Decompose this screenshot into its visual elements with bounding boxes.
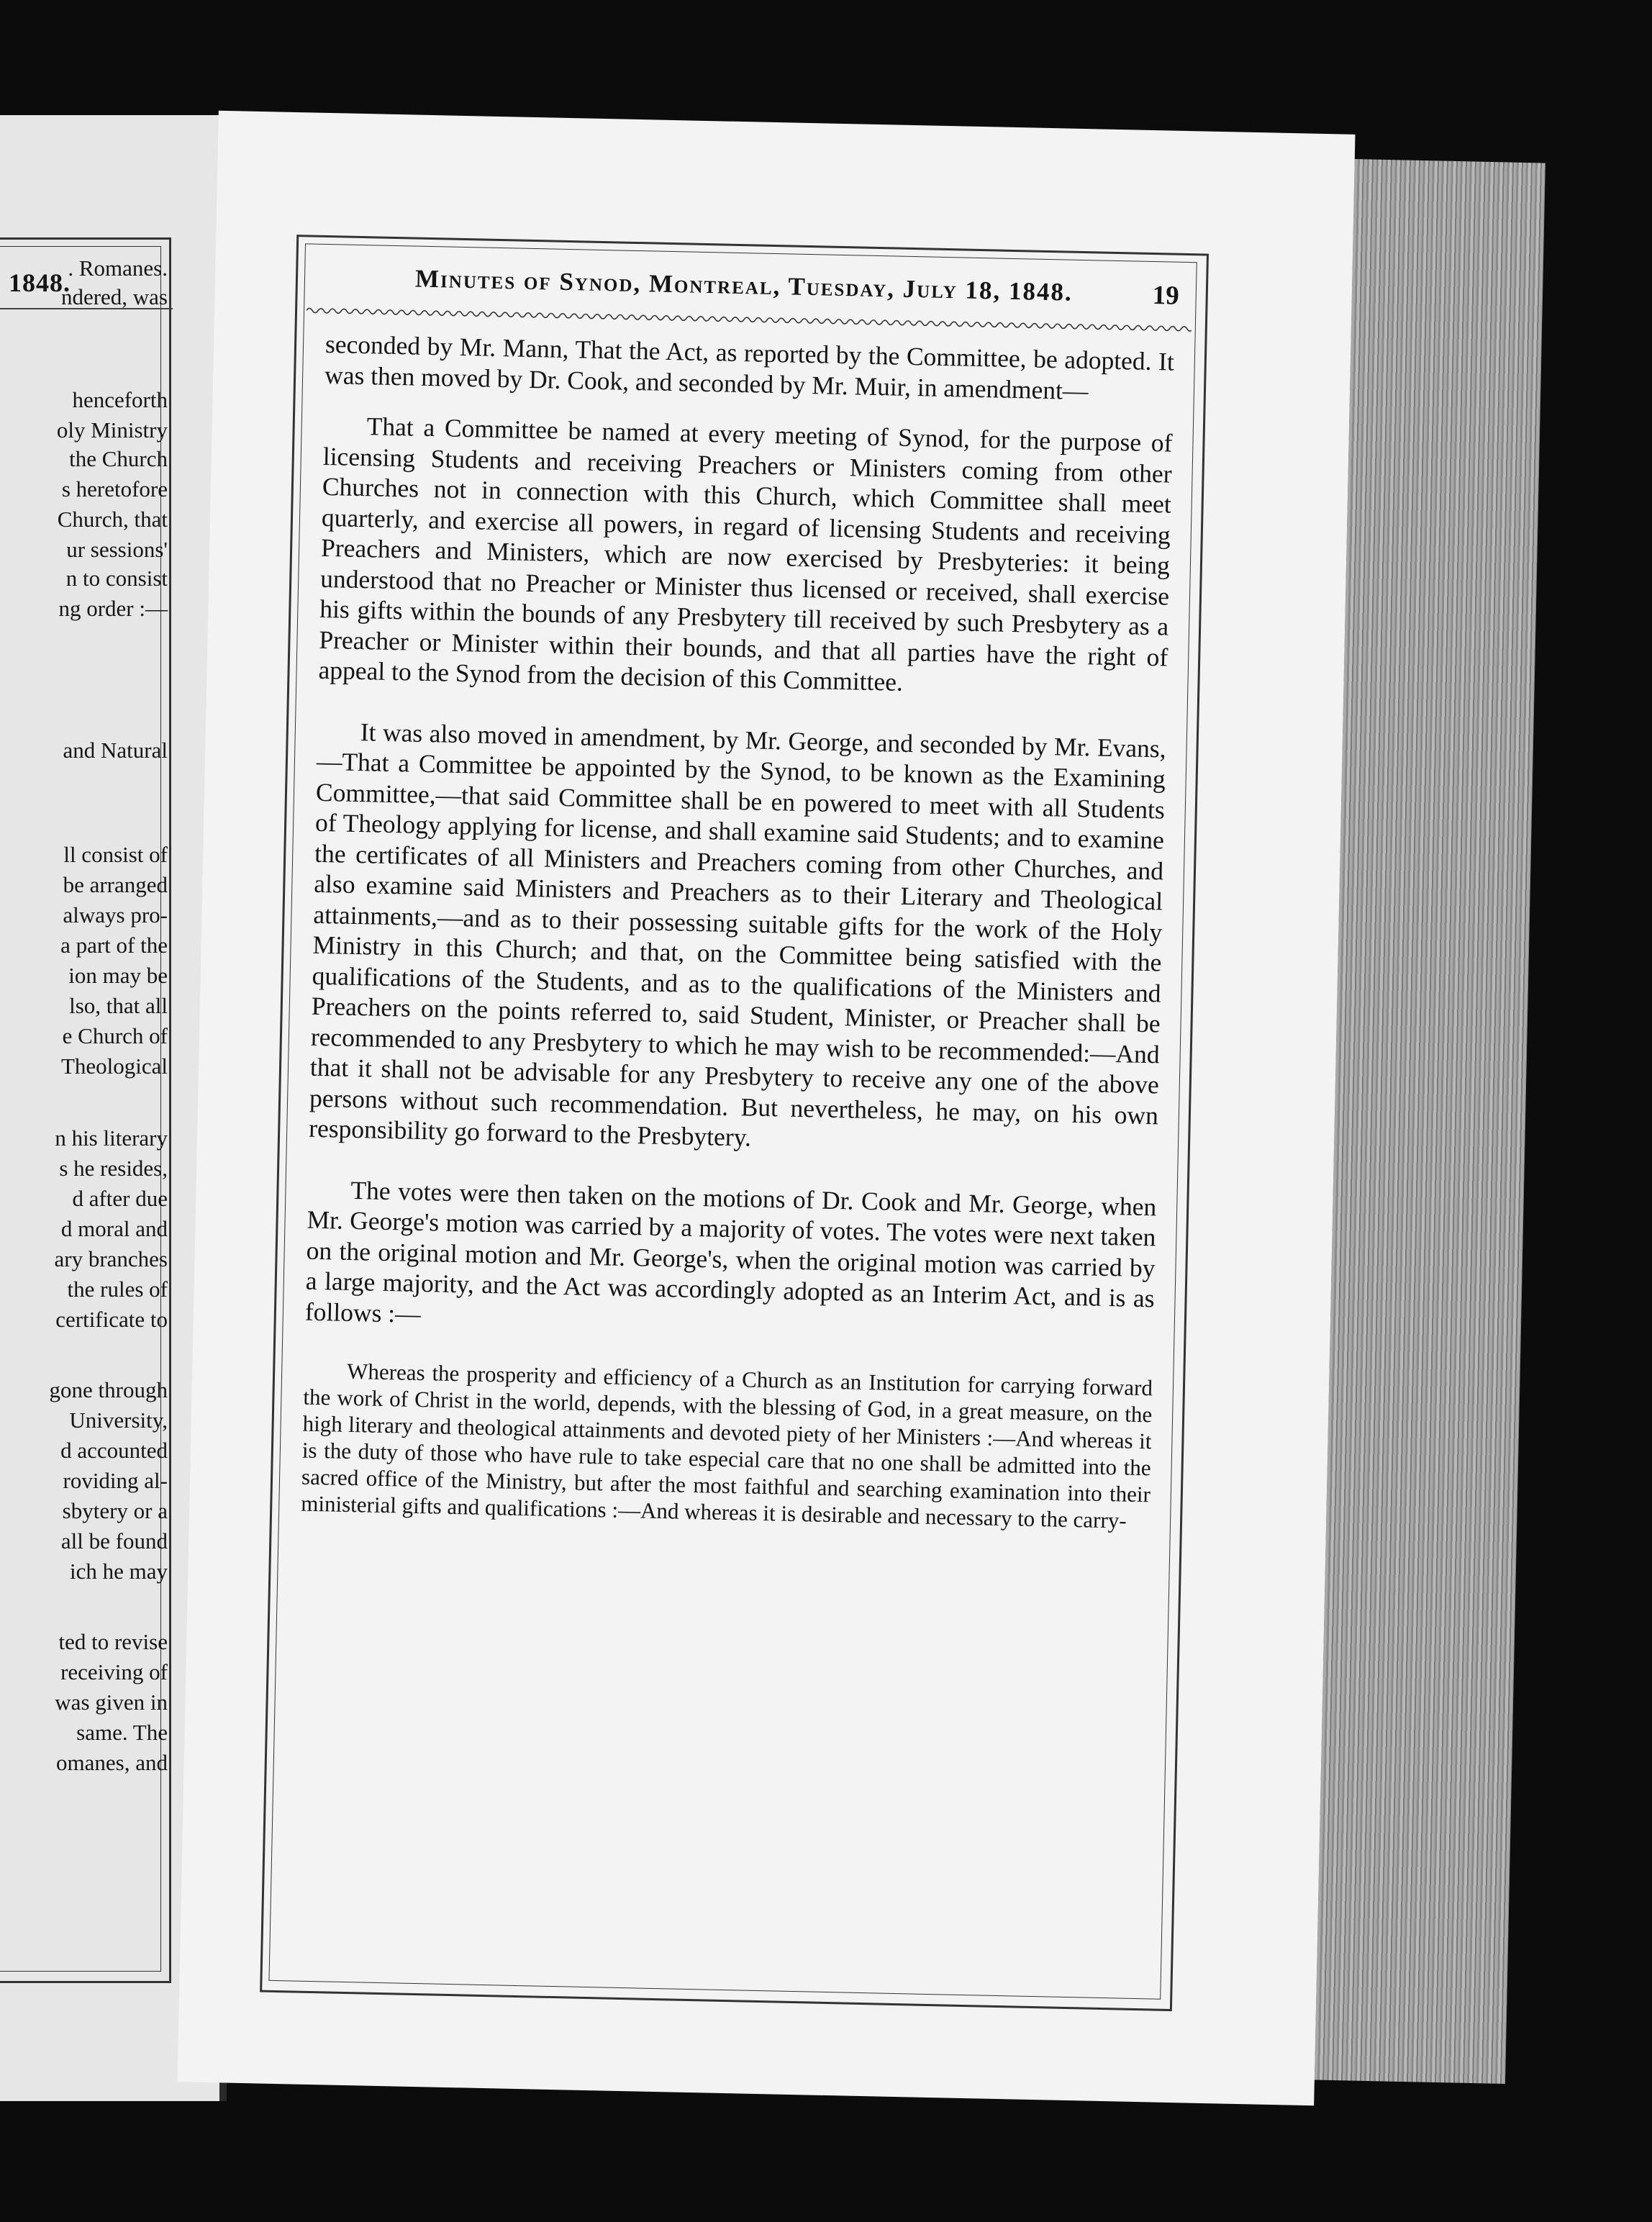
left-page-line: be arranged [63, 872, 168, 897]
left-page-line: d moral and [60, 1216, 168, 1241]
left-page-line: henceforth [72, 387, 168, 412]
paragraph-committee-motion: That a Committee be named at every meeting of Synod, for the purpose of licensing Students and receiving Preachers or Ministers coming from other Churches not in connection with this Church, which Committee shall meet quarterly, and exercise all powers, in regard of licensing Students and receiving Preachers and Ministers, which are now exercised by Presbyteries: it being understood that no Preacher or Minister thus licensed or received, shall exercise his gifts within the bounds of any Presbytery till received by such Presbytery as a Preacher or Minister within their bounds, and that all parties have the right of appeal to the Synod from the decision of this Committee. [318, 412, 1173, 697]
paragraph-seconded: seconded by Mr. Mann, That the Act, as reported by the Committee, be adopted. It was then moved by Dr. Cook, and seconded by Mr. Muir, in amendment— [324, 329, 1175, 405]
left-page-line: n his literary [55, 1125, 168, 1151]
left-page-line: receiving of [60, 1659, 168, 1684]
left-page-line: ur sessions' [66, 537, 168, 562]
paragraph-whereas: Whereas the prosperity and efficiency of a Church as an Institution for carrying forward the work of Christ in the world, depends, with the blessing of God, in a great measure, on the high literary and theological attainments and devoted piety of her Ministers :—And whereas it is the duty of those who have rule to take especial care that no one shall be admitted into the sacred office of the Ministry, but after the most faithful and searching examination into their ministerial gifts and qualifications :—And whereas it is desirable and necessary to the carry- [300, 1358, 1153, 1533]
left-page-line: ary branches [54, 1246, 168, 1271]
left-page-line: sbytery or a [62, 1498, 168, 1523]
left-page-line: all be found [60, 1528, 168, 1554]
left-page-line: and Natural [63, 738, 168, 763]
left-page-line: ng order :— [58, 596, 168, 621]
left-page-line: Theological [60, 1053, 168, 1079]
left-page-line: s he resides, [59, 1156, 168, 1181]
left-page-line: s heretofore [61, 476, 168, 502]
left-page-line: the rules of [67, 1276, 168, 1302]
left-page-line: ndered, was [60, 284, 168, 309]
left-page-line: University, [69, 1407, 168, 1433]
left-page-line: lso, that all [69, 993, 168, 1018]
left-page-line: oly Ministry [56, 417, 168, 443]
left-page-line: d after due [72, 1186, 168, 1211]
left-page-line: gone through [49, 1377, 168, 1402]
left-page-line: same. The [76, 1720, 168, 1745]
left-page-line: n to consist [65, 566, 168, 591]
left-page-line: ll consist of [63, 842, 168, 867]
left-page-line: ion may be [68, 963, 168, 988]
left-page-line: e Church of [62, 1023, 168, 1048]
left-page-line: always pro- [63, 902, 168, 928]
left-page-line: roviding al- [63, 1468, 168, 1493]
left-page-line: . Romanes. [68, 255, 168, 281]
left-page-line: d accounted [60, 1438, 168, 1463]
left-page-line: certificate to [55, 1307, 168, 1332]
left-page-line: Church, that [57, 507, 168, 532]
left-page-line: omanes, and [56, 1750, 168, 1775]
paragraph-george-amendment: It was also moved in amendment, by Mr. George, and seconded by Mr. Evans,—That a Committee be appointed by the Synod, to be known as the Examining Committee,—that said Committee shall be en powered to meet with all Students of Theology applying for license, and shall examine said Students; and to examine the certificates of all Ministers and Preachers coming from other Churches, and also examine said Ministers and Preachers as to their Literary and Theological attainments,—and as to their possessing suitable gifts for the work of the Holy Ministry in this Church; and that, on the Committee being satisfied with the qualifications of the Students, and as to the qualifications of the Ministers and Preachers on the points referred to, said Student, Minister, or Preacher shall be recommended to any Presbytery to which he may wish to be recommended:—And that it shall not be advisable for any Presbytery to receive any one of the above persons without such recommendation. But nevertheless, he may, on his own responsibility go forward to the Presbytery. [308, 717, 1167, 1152]
left-page-line: ted to revise [58, 1629, 168, 1654]
left-page-line: a part of the [60, 933, 168, 958]
left-page-line: ich he may [69, 1559, 168, 1584]
running-head: Minutes of Synod, Montreal, Tuesday, July 18, 1848. [414, 264, 1074, 307]
page-body [300, 329, 1174, 1564]
page-number: 19 [1152, 280, 1180, 311]
paragraph-votes: The votes were then taken on the motions of Dr. Cook and Mr. George, when Mr. George's motion was carried by a majority of votes. The votes were next taken on the original motion and Mr. George's, when the original motion was carried by a large majority, and the Act was accordingly adopted as an Interim Act, and is as follows :— [304, 1175, 1157, 1328]
left-page-line: was given in [55, 1690, 168, 1715]
left-page-line: the Church [69, 446, 168, 471]
right-page [177, 111, 1355, 2105]
left-page-header-year: 1848. [9, 268, 71, 297]
